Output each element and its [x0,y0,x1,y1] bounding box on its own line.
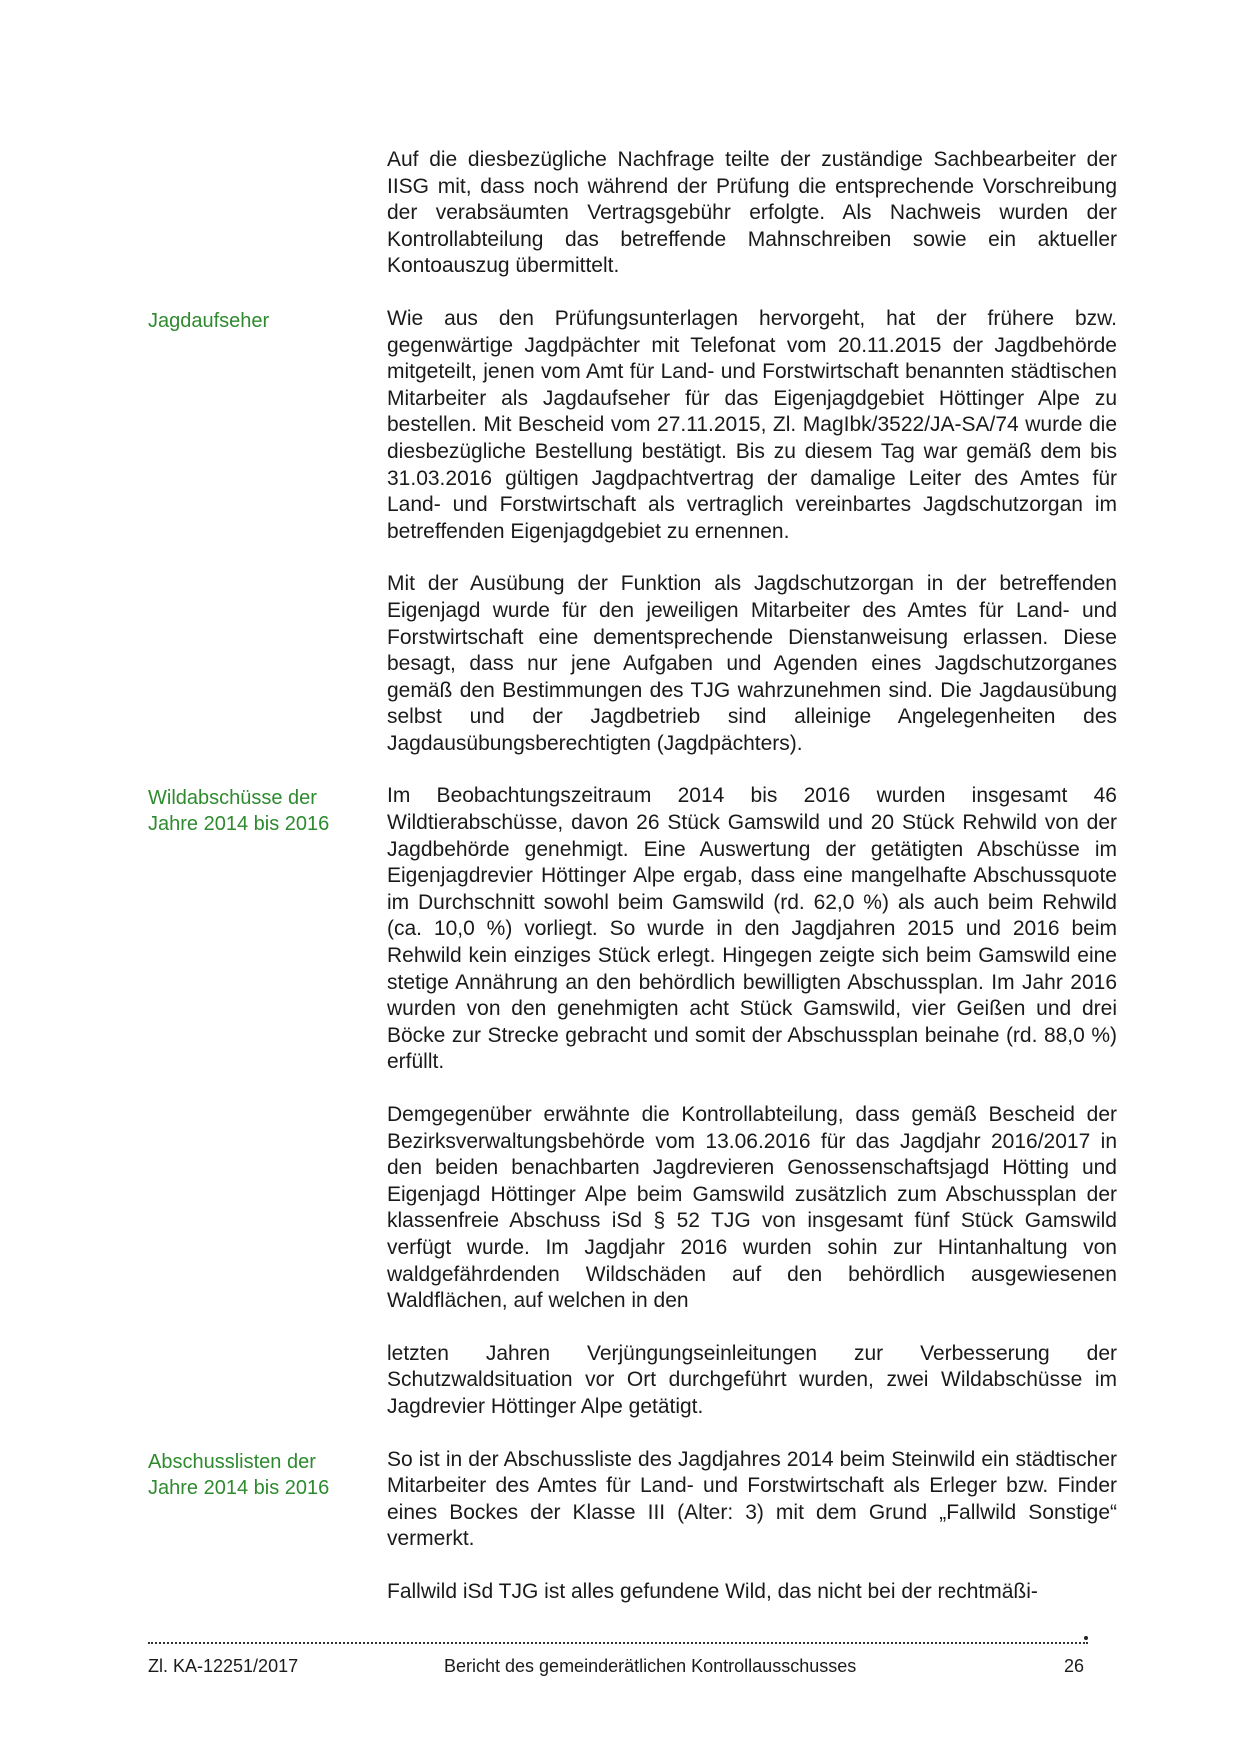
paragraph-beobachtungszeitraum: Im Beobachtungszeitraum 2014 bis 2016 wurden insgesamt 46 Wildtierabschüsse, davon 26 Stück Gamswild und 20 Stück Rehwild von der Jagdbehörde genehmigt. Eine Auswertung der getätigten Abschüsse im Eigenjagdrevier Höttinger Alpe ergab, dass eine mangelhafte Abschussquote im Durchschnitt sowohl beim Gamswild (rd. 62,0 %) als auch beim Rehwild (ca. 10,0 %) vorliegt. So wurde in den Jagdjahren 2015 und 2016 beim Rehwild kein einziges Stück erlegt. Hingegen zeigte sich beim Gamswild eine stetige Annährung an den behördlich bewilligten Abschussplan. Im Jahr 2016 wurden von den genehmigten acht Stück Gamswild, vier Geißen und drei Böcke zur Strecke gebracht und somit der Abschussplan beinahe (rd. 88,0 %) erfüllt. [387,784,1117,1074]
section-row [0,147,1241,306]
body-column [387,147,1117,306]
margin-label-text [148,785,368,837]
margin-label-line-1: Abschusslisten der [148,1450,316,1473]
margin-label-text [148,1449,368,1501]
margin-label-line-2: Jahre 2014 bis 2016 [148,1476,330,1499]
margin-label-line-1: Wildabschüsse der [148,787,317,810]
footer-rule-end-dot [1084,1636,1088,1640]
paragraph-iisg-nachfrage: Auf die diesbezügliche Nachfrage teilte der zuständige Sachbearbeiter der IISG mit, dass noch während der Prüfung die entsprechende Vorschreibung der verabsäumten Vertragsgebühr erfolgte. Als Nachweis wurden der Kontrollabteilung das betreffende Mahnschreiben sowie ein aktueller Kontoauszug übermittelt. [387,148,1117,278]
report-content [0,147,1241,1632]
margin-label-empty [0,147,387,306]
body-column [387,783,1117,1446]
body-column [387,306,1117,784]
body-column [387,1447,1117,1632]
section-jagdaufseher [0,306,1241,784]
margin-label-line-2: Jahre 2014 bis 2016 [148,813,330,836]
paragraph-demgegenueber: Demgegenüber erwähnte die Kontrollabteilung, dass gemäß Bescheid der Bezirksverwaltungsbehörde vom 13.06.2016 für das Jagdjahr 2016/2017 in den beiden benachbarten Jagdrevieren Genossenschaftsjagd Hötting und Eigenjagd Höttinger Alpe beim Gamswild zusätzlich zum Abschussplan der klassenfreie Abschuss iSd § 52 TJG von insgesamt fünf Stück Gamswild verfügt wurde. Im Jagdjahr 2016 wurden sohin zur Hintanhaltung von waldgefährdenden Wildschäden auf den behördlich ausgewiesenen Waldflächen, auf welchen in den [387,1103,1117,1313]
margin-label-text: Jagdaufseher [148,309,270,332]
paragraph-fallwild: Fallwild iSd TJG ist alles gefundene Wild, das nicht bei der rechtmäßi- [387,1579,1038,1603]
section-abschusslisten [0,1447,1241,1632]
footer-page-number: 26 [1063,1656,1084,1676]
margin-label-wildabschuesse [0,783,387,1446]
paragraph-jagdaufseher: Wie aus den Prüfungsunterlagen hervorgeht, hat der frühere bzw. gegenwärtige Jagdpächter mit Telefonat vom 20.11.2015 der Jagdbehörde mitgeteilt, jenen vom Amt für Land- und Forstwirtschaft benannten städtischen Mitarbeiter als Jagdaufseher für das Eigenjagdgebiet Höttinger Alpe zu bestellen. Mit Bescheid vom 27.11.2015, Zl. MagIbk/3522/JA-SA/74 wurde die diesbezügliche Bestellung bestätigt. Bis zu diesem Tag war gemäß dem bis 31.03.2016 gültigen Jagdpachtvertrag der damalige Leiter des Amtes für Land- und Forstwirtschaft als vertraglich vereinbartes Jagdschutzorgan im betreffenden Eigenjagdgebiet zu ernennen. [387,306,1117,543]
footer-dotted-rule [148,1642,1088,1644]
paragraph-abschussliste-2014: So ist in der Abschussliste des Jagdjahres 2014 beim Steinwild ein städtischer Mitarbeiter des Amtes für Land- und Forstwirtschaft als Erleger bzw. Finder eines Bockes der Klasse III (Alter: 3) mit dem Grund „Fallwild Sonstige“ vermerkt. [387,1447,1117,1551]
margin-label-abschusslisten [0,1447,387,1632]
section-wildabschuesse [0,783,1241,1446]
footer-reference: Zl. KA-12251/2017 [148,1656,299,1676]
footer-title: Bericht des gemeinderätlichen Kontrollausschusses [444,1656,857,1676]
paragraph-verjuengung: letzten Jahren Verjüngungseinleitungen zur Verbesserung der Schutzwaldsituation vor Ort durchgeführt wurden, zwei Wildabschüsse im Jagdrevier Höttinger Alpe getätigt. [387,1341,1117,1418]
margin-label-jagdaufseher [0,306,387,784]
paragraph-jagdschutzorgan: Mit der Ausübung der Funktion als Jagdschutzorgan in der betreffenden Eigenjagd wurde für den jeweiligen Mitarbeiter des Amtes für Land- und Forstwirtschaft eine dementsprechende Dienstanweisung erlassen. Diese besagt, dass nur jene Aufgaben und Agenden eines Jagdschutzorganes gemäß den Bestimmungen des TJG wahrzunehmen sind. Die Jagdausübung selbst und der Jagdbetrieb sind alleinige Angelegenheiten des Jagdausübungsberechtigten (Jagdpächters). [387,572,1117,755]
